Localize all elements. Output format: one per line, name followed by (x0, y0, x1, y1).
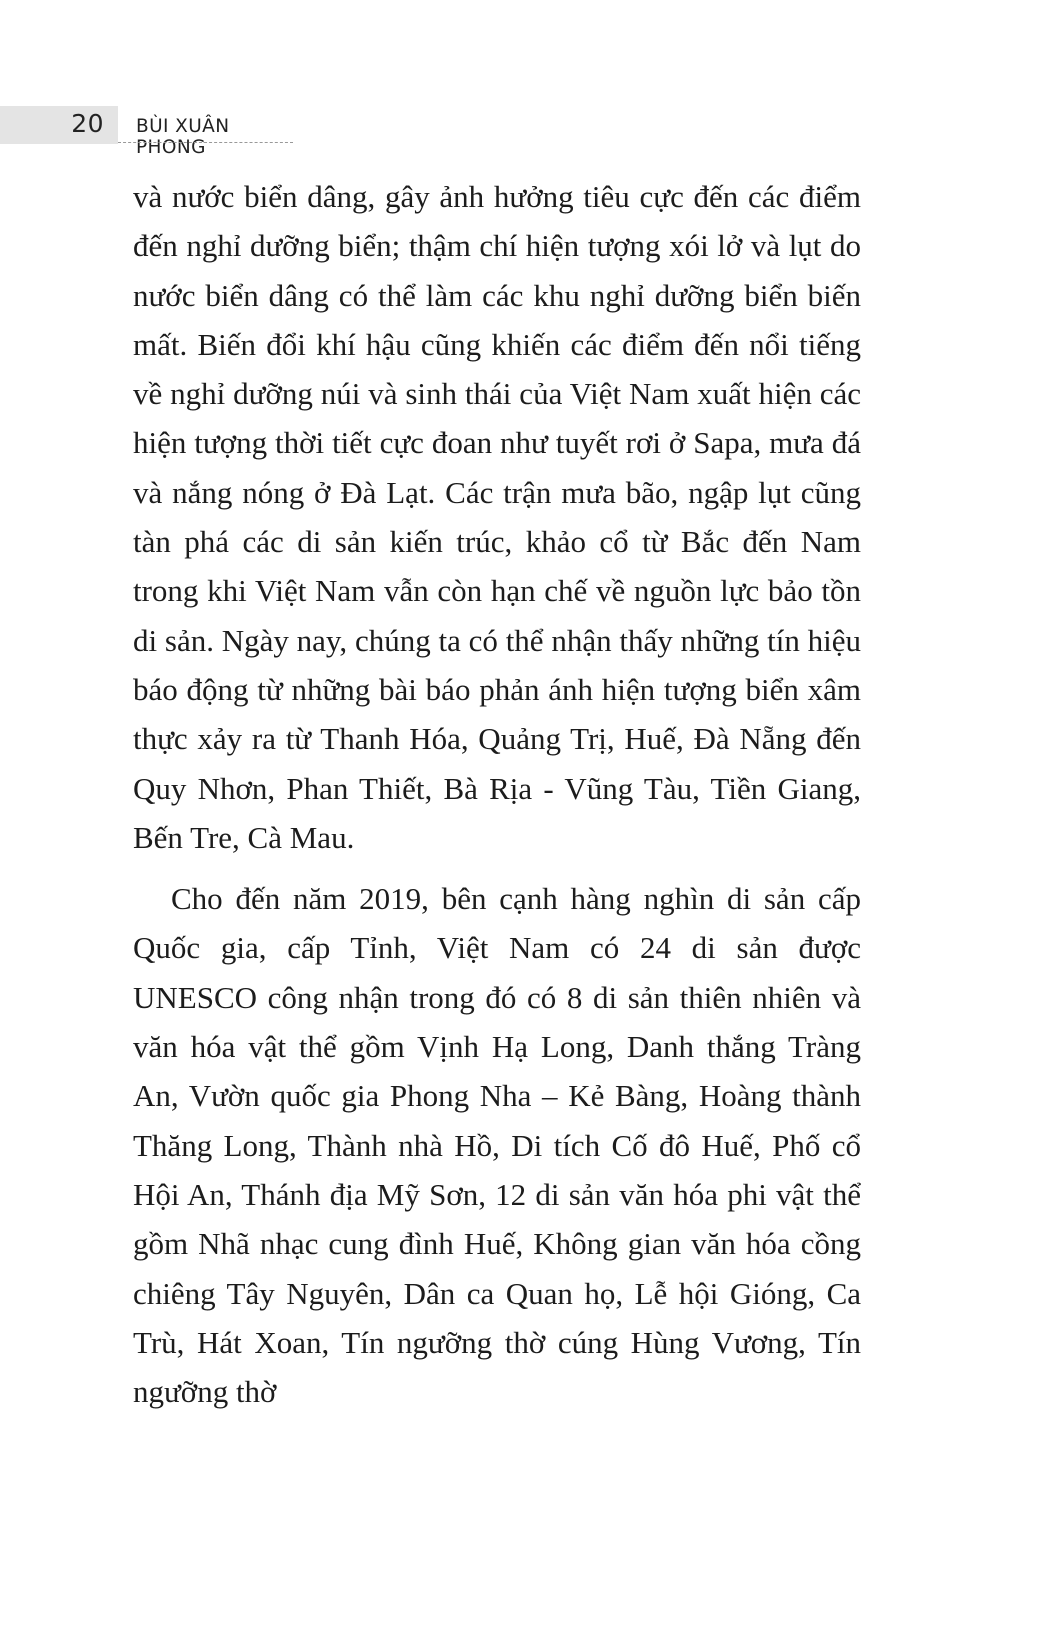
running-head: BÙI XUÂN PHONG (136, 116, 230, 158)
body-text (133, 172, 861, 1416)
paragraph: Cho đến năm 2019, bên cạnh hàng nghìn di sản cấp Quốc gia, cấp Tỉnh, Việt Nam có 24 di sản được UNESCO công nhận trong đó có 8 di sản thiên nhiên và văn hóa vật thể gồm Vịnh Hạ Long, Danh thắng Tràng An, Vườn quốc gia Phong Nha – Kẻ Bàng, Hoàng thành Thăng Long, Thành nhà Hồ, Di tích Cố đô Huế, Phố cổ Hội An, Thánh địa Mỹ Sơn, 12 di sản văn hóa phi vật thể gồm Nhã nhạc cung đình Huế, Không gian văn hóa cồng chiêng Tây Nguyên, Dân ca Quan họ, Lễ hội Gióng, Ca Trù, Hát Xoan, Tín ngưỡng thờ cúng Hùng Vương, Tín ngưỡng thờ (133, 881, 861, 1410)
header-divider (118, 142, 293, 143)
page-number-tab (0, 106, 118, 144)
page-header (0, 106, 300, 158)
page-number: 20 (71, 109, 104, 138)
paragraph: và nước biển dâng, gây ảnh hưởng tiêu cực đến các điểm đến nghỉ dưỡng biển; thậm chí hiện tượng xói lở và lụt do nước biển dâng có thể làm các khu nghỉ dưỡng biển biến mất. Biến đổi khí hậu cũng khiến các điểm đến nổi tiếng về nghỉ dưỡng núi và sinh thái của Việt Nam xuất hiện các hiện tượng thời tiết cực đoan như tuyết rơi ở Sapa, mưa đá và nắng nóng ở Đà Lạt. Các trận mưa bão, ngập lụt cũng tàn phá các di sản kiến trúc, khảo cổ từ Bắc đến Nam trong khi Việt Nam vẫn còn hạn chế về nguồn lực bảo tồn di sản. Ngày nay, chúng ta có thể nhận thấy những tín hiệu báo động từ những bài báo phản ánh hiện tượng biển xâm thực xảy ra từ Thanh Hóa, Quảng Trị, Huế, Đà Nẵng đến Quy Nhơn, Phan Thiết, Bà Rịa - Vũng Tàu, Tiền Giang, Bến Tre, Cà Mau. (133, 179, 861, 855)
